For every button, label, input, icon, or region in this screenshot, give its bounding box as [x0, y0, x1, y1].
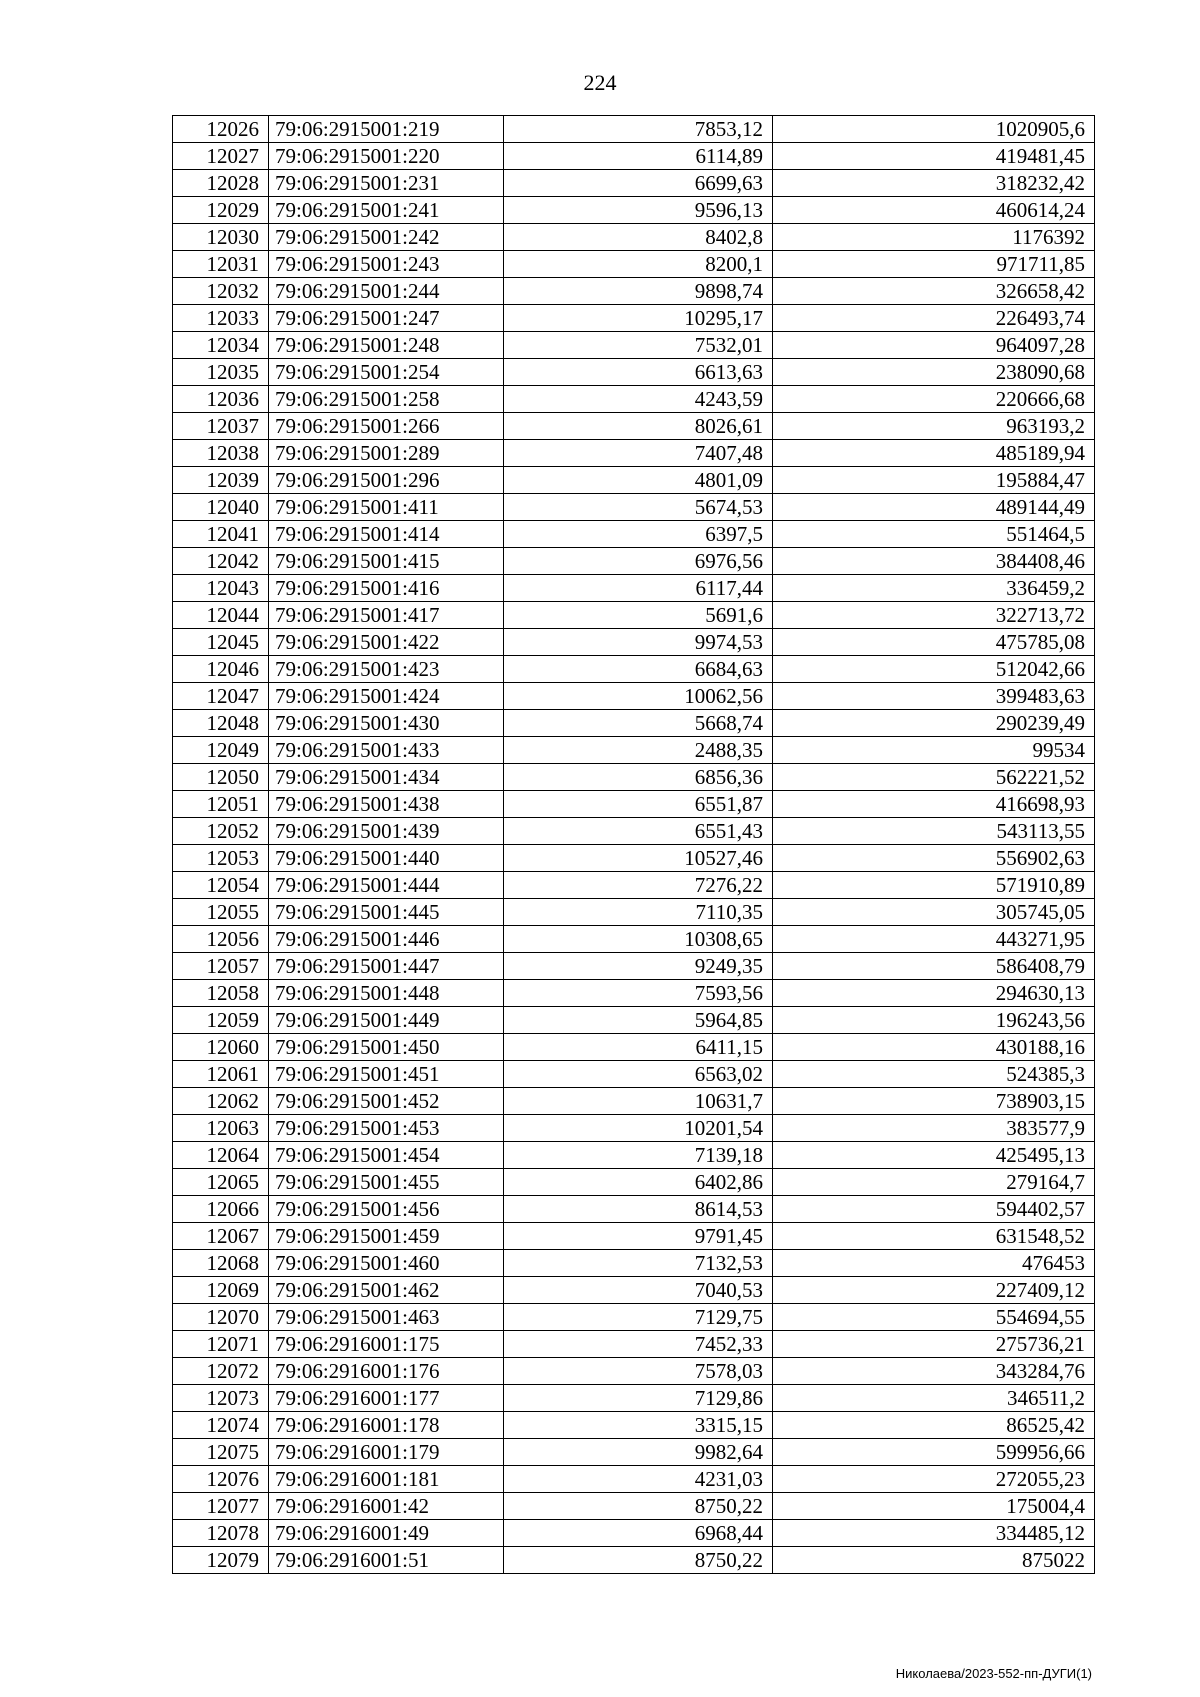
cadastral-number-cell: 79:06:2915001:220	[269, 143, 504, 170]
cadastral-number-cell: 79:06:2915001:449	[269, 1007, 504, 1034]
value-cell: 272055,23	[773, 1466, 1095, 1493]
row-number-cell: 12064	[173, 1142, 269, 1169]
row-number-cell: 12062	[173, 1088, 269, 1115]
table-row	[173, 683, 1095, 710]
table-row	[173, 818, 1095, 845]
area-cell: 10062,56	[504, 683, 773, 710]
cadastral-number-cell: 79:06:2916001:176	[269, 1358, 504, 1385]
row-number-cell: 12074	[173, 1412, 269, 1439]
value-cell: 294630,13	[773, 980, 1095, 1007]
row-number-cell: 12036	[173, 386, 269, 413]
area-cell: 6117,44	[504, 575, 773, 602]
table-row	[173, 251, 1095, 278]
row-number-cell: 12026	[173, 116, 269, 143]
table-row	[173, 521, 1095, 548]
value-cell: 346511,2	[773, 1385, 1095, 1412]
area-cell: 8200,1	[504, 251, 773, 278]
cadastral-number-cell: 79:06:2915001:258	[269, 386, 504, 413]
value-cell: 551464,5	[773, 521, 1095, 548]
area-cell: 10631,7	[504, 1088, 773, 1115]
value-cell: 416698,93	[773, 791, 1095, 818]
table-row	[173, 656, 1095, 683]
table-row	[173, 467, 1095, 494]
area-cell: 6856,36	[504, 764, 773, 791]
cadastral-number-cell: 79:06:2915001:444	[269, 872, 504, 899]
value-cell: 512042,66	[773, 656, 1095, 683]
table-row	[173, 980, 1095, 1007]
cadastral-number-cell: 79:06:2915001:296	[269, 467, 504, 494]
row-number-cell: 12073	[173, 1385, 269, 1412]
table-row	[173, 440, 1095, 467]
value-cell: 326658,42	[773, 278, 1095, 305]
cadastral-number-cell: 79:06:2915001:424	[269, 683, 504, 710]
area-cell: 4801,09	[504, 467, 773, 494]
cadastral-number-cell: 79:06:2915001:452	[269, 1088, 504, 1115]
value-cell: 334485,12	[773, 1520, 1095, 1547]
row-number-cell: 12059	[173, 1007, 269, 1034]
table-row	[173, 1250, 1095, 1277]
value-cell: 971711,85	[773, 251, 1095, 278]
area-cell: 7110,35	[504, 899, 773, 926]
value-cell: 384408,46	[773, 548, 1095, 575]
row-number-cell: 12061	[173, 1061, 269, 1088]
value-cell: 383577,9	[773, 1115, 1095, 1142]
table-row	[173, 1412, 1095, 1439]
value-cell: 195884,47	[773, 467, 1095, 494]
area-cell: 9791,45	[504, 1223, 773, 1250]
cadastral-number-cell: 79:06:2915001:433	[269, 737, 504, 764]
area-cell: 4231,03	[504, 1466, 773, 1493]
row-number-cell: 12068	[173, 1250, 269, 1277]
value-cell: 460614,24	[773, 197, 1095, 224]
row-number-cell: 12038	[173, 440, 269, 467]
area-cell: 7578,03	[504, 1358, 773, 1385]
row-number-cell: 12050	[173, 764, 269, 791]
area-cell: 7129,75	[504, 1304, 773, 1331]
cadastral-number-cell: 79:06:2915001:416	[269, 575, 504, 602]
row-number-cell: 12077	[173, 1493, 269, 1520]
row-number-cell: 12078	[173, 1520, 269, 1547]
table-row	[173, 116, 1095, 143]
area-cell: 9974,53	[504, 629, 773, 656]
table-row	[173, 1061, 1095, 1088]
area-cell: 6563,02	[504, 1061, 773, 1088]
row-number-cell: 12071	[173, 1331, 269, 1358]
row-number-cell: 12065	[173, 1169, 269, 1196]
table-row	[173, 953, 1095, 980]
value-cell: 175004,4	[773, 1493, 1095, 1520]
area-cell: 7276,22	[504, 872, 773, 899]
value-cell: 322713,72	[773, 602, 1095, 629]
value-cell: 599956,66	[773, 1439, 1095, 1466]
cadastral-number-cell: 79:06:2915001:463	[269, 1304, 504, 1331]
value-cell: 86525,42	[773, 1412, 1095, 1439]
value-cell: 571910,89	[773, 872, 1095, 899]
area-cell: 9898,74	[504, 278, 773, 305]
table-row	[173, 1439, 1095, 1466]
cadastral-number-cell: 79:06:2915001:411	[269, 494, 504, 521]
cadastral-number-cell: 79:06:2915001:451	[269, 1061, 504, 1088]
value-cell: 227409,12	[773, 1277, 1095, 1304]
row-number-cell: 12044	[173, 602, 269, 629]
value-cell: 99534	[773, 737, 1095, 764]
area-cell: 6968,44	[504, 1520, 773, 1547]
cadastral-number-cell: 79:06:2915001:448	[269, 980, 504, 1007]
cadastral-number-cell: 79:06:2915001:462	[269, 1277, 504, 1304]
value-cell: 556902,63	[773, 845, 1095, 872]
row-number-cell: 12054	[173, 872, 269, 899]
cadastral-number-cell: 79:06:2915001:453	[269, 1115, 504, 1142]
area-cell: 8402,8	[504, 224, 773, 251]
cadastral-number-cell: 79:06:2916001:177	[269, 1385, 504, 1412]
area-cell: 7593,56	[504, 980, 773, 1007]
area-cell: 8750,22	[504, 1547, 773, 1574]
table-row	[173, 1007, 1095, 1034]
cadastral-number-cell: 79:06:2915001:241	[269, 197, 504, 224]
value-cell: 443271,95	[773, 926, 1095, 953]
area-cell: 7853,12	[504, 116, 773, 143]
row-number-cell: 12043	[173, 575, 269, 602]
table-row	[173, 1331, 1095, 1358]
area-cell: 9249,35	[504, 953, 773, 980]
value-cell: 543113,55	[773, 818, 1095, 845]
area-cell: 5691,6	[504, 602, 773, 629]
table-row	[173, 305, 1095, 332]
table-row	[173, 548, 1095, 575]
row-number-cell: 12028	[173, 170, 269, 197]
table-row	[173, 1196, 1095, 1223]
table-row	[173, 1034, 1095, 1061]
area-cell: 5674,53	[504, 494, 773, 521]
area-cell: 7532,01	[504, 332, 773, 359]
area-cell: 7040,53	[504, 1277, 773, 1304]
cadastral-number-cell: 79:06:2915001:456	[269, 1196, 504, 1223]
value-cell: 963193,2	[773, 413, 1095, 440]
area-cell: 7452,33	[504, 1331, 773, 1358]
row-number-cell: 12070	[173, 1304, 269, 1331]
row-number-cell: 12034	[173, 332, 269, 359]
area-cell: 9596,13	[504, 197, 773, 224]
cadastral-number-cell: 79:06:2915001:447	[269, 953, 504, 980]
area-cell: 6613,63	[504, 359, 773, 386]
area-cell: 6684,63	[504, 656, 773, 683]
area-cell: 6411,15	[504, 1034, 773, 1061]
cadastral-number-cell: 79:06:2915001:417	[269, 602, 504, 629]
row-number-cell: 12042	[173, 548, 269, 575]
area-cell: 9982,64	[504, 1439, 773, 1466]
table-row	[173, 1223, 1095, 1250]
cadastral-number-cell: 79:06:2916001:42	[269, 1493, 504, 1520]
table-row	[173, 1142, 1095, 1169]
table-row	[173, 197, 1095, 224]
table-row	[173, 1358, 1095, 1385]
value-cell: 594402,57	[773, 1196, 1095, 1223]
table-row	[173, 1493, 1095, 1520]
value-cell: 875022	[773, 1547, 1095, 1574]
value-cell: 399483,63	[773, 683, 1095, 710]
row-number-cell: 12033	[173, 305, 269, 332]
cadastral-number-cell: 79:06:2915001:439	[269, 818, 504, 845]
row-number-cell: 12027	[173, 143, 269, 170]
row-number-cell: 12046	[173, 656, 269, 683]
area-cell: 8614,53	[504, 1196, 773, 1223]
row-number-cell: 12075	[173, 1439, 269, 1466]
area-cell: 10527,46	[504, 845, 773, 872]
row-number-cell: 12067	[173, 1223, 269, 1250]
cadastral-number-cell: 79:06:2916001:181	[269, 1466, 504, 1493]
value-cell: 738903,15	[773, 1088, 1095, 1115]
table-row	[173, 278, 1095, 305]
table-row	[173, 386, 1095, 413]
value-cell: 1176392	[773, 224, 1095, 251]
table-row	[173, 1466, 1095, 1493]
area-cell: 8026,61	[504, 413, 773, 440]
page-number: 224	[583, 70, 617, 95]
value-cell: 631548,52	[773, 1223, 1095, 1250]
area-cell: 6402,86	[504, 1169, 773, 1196]
table-row	[173, 359, 1095, 386]
cadastral-number-cell: 79:06:2916001:51	[269, 1547, 504, 1574]
table-row	[173, 1115, 1095, 1142]
value-cell: 336459,2	[773, 575, 1095, 602]
value-cell: 419481,45	[773, 143, 1095, 170]
cadastral-number-cell: 79:06:2915001:454	[269, 1142, 504, 1169]
area-cell: 10308,65	[504, 926, 773, 953]
cadastral-number-cell: 79:06:2915001:248	[269, 332, 504, 359]
row-number-cell: 12056	[173, 926, 269, 953]
row-number-cell: 12066	[173, 1196, 269, 1223]
table-row	[173, 494, 1095, 521]
cadastral-number-cell: 79:06:2915001:266	[269, 413, 504, 440]
cadastral-number-cell: 79:06:2915001:455	[269, 1169, 504, 1196]
area-cell: 6699,63	[504, 170, 773, 197]
value-cell: 562221,52	[773, 764, 1095, 791]
value-cell: 475785,08	[773, 629, 1095, 656]
area-cell: 10295,17	[504, 305, 773, 332]
row-number-cell: 12045	[173, 629, 269, 656]
value-cell: 318232,42	[773, 170, 1095, 197]
area-cell: 4243,59	[504, 386, 773, 413]
row-number-cell: 12052	[173, 818, 269, 845]
value-cell: 1020905,6	[773, 116, 1095, 143]
row-number-cell: 12049	[173, 737, 269, 764]
value-cell: 586408,79	[773, 953, 1095, 980]
cadastral-number-cell: 79:06:2915001:423	[269, 656, 504, 683]
cadastral-number-cell: 79:06:2916001:179	[269, 1439, 504, 1466]
table-row	[173, 791, 1095, 818]
row-number-cell: 12030	[173, 224, 269, 251]
cadastral-number-cell: 79:06:2915001:434	[269, 764, 504, 791]
area-cell: 6976,56	[504, 548, 773, 575]
cadastral-number-cell: 79:06:2915001:459	[269, 1223, 504, 1250]
table-row	[173, 872, 1095, 899]
value-cell: 290239,49	[773, 710, 1095, 737]
value-cell: 430188,16	[773, 1034, 1095, 1061]
cadastral-number-cell: 79:06:2915001:254	[269, 359, 504, 386]
area-cell: 7129,86	[504, 1385, 773, 1412]
row-number-cell: 12053	[173, 845, 269, 872]
row-number-cell: 12076	[173, 1466, 269, 1493]
table-row	[173, 845, 1095, 872]
area-cell: 5668,74	[504, 710, 773, 737]
row-number-cell: 12058	[173, 980, 269, 1007]
row-number-cell: 12039	[173, 467, 269, 494]
cadastral-number-cell: 79:06:2915001:438	[269, 791, 504, 818]
table-row	[173, 575, 1095, 602]
cadastral-number-cell: 79:06:2915001:415	[269, 548, 504, 575]
area-cell: 6397,5	[504, 521, 773, 548]
cadastral-number-cell: 79:06:2915001:450	[269, 1034, 504, 1061]
value-cell: 964097,28	[773, 332, 1095, 359]
area-cell: 8750,22	[504, 1493, 773, 1520]
cadastral-number-cell: 79:06:2915001:244	[269, 278, 504, 305]
area-cell: 2488,35	[504, 737, 773, 764]
value-cell: 554694,55	[773, 1304, 1095, 1331]
table-row	[173, 1304, 1095, 1331]
area-cell: 5964,85	[504, 1007, 773, 1034]
table-row	[173, 413, 1095, 440]
value-cell: 275736,21	[773, 1331, 1095, 1358]
cadastral-number-cell: 79:06:2915001:247	[269, 305, 504, 332]
row-number-cell: 12057	[173, 953, 269, 980]
value-cell: 238090,68	[773, 359, 1095, 386]
cadastral-number-cell: 79:06:2915001:446	[269, 926, 504, 953]
value-cell: 305745,05	[773, 899, 1095, 926]
cadastral-number-cell: 79:06:2915001:422	[269, 629, 504, 656]
area-cell: 6114,89	[504, 143, 773, 170]
area-cell: 3315,15	[504, 1412, 773, 1439]
value-cell: 485189,94	[773, 440, 1095, 467]
cadastral-number-cell: 79:06:2915001:430	[269, 710, 504, 737]
parcel-table-body	[173, 116, 1095, 1574]
value-cell: 524385,3	[773, 1061, 1095, 1088]
value-cell: 343284,76	[773, 1358, 1095, 1385]
value-cell: 226493,74	[773, 305, 1095, 332]
value-cell: 196243,56	[773, 1007, 1095, 1034]
cadastral-number-cell: 79:06:2915001:440	[269, 845, 504, 872]
cadastral-number-cell: 79:06:2916001:178	[269, 1412, 504, 1439]
row-number-cell: 12063	[173, 1115, 269, 1142]
table-row	[173, 1385, 1095, 1412]
row-number-cell: 12047	[173, 683, 269, 710]
value-cell: 425495,13	[773, 1142, 1095, 1169]
table-row	[173, 1520, 1095, 1547]
table-row	[173, 224, 1095, 251]
area-cell: 10201,54	[504, 1115, 773, 1142]
table-row	[173, 710, 1095, 737]
row-number-cell: 12072	[173, 1358, 269, 1385]
table-row	[173, 602, 1095, 629]
row-number-cell: 12051	[173, 791, 269, 818]
area-cell: 7139,18	[504, 1142, 773, 1169]
document-footer-code: Николаева/2023-552-пп-ДУГИ(1)	[895, 1666, 1092, 1681]
cadastral-number-cell: 79:06:2915001:289	[269, 440, 504, 467]
table-row	[173, 1088, 1095, 1115]
cadastral-number-cell: 79:06:2916001:175	[269, 1331, 504, 1358]
value-cell: 476453	[773, 1250, 1095, 1277]
row-number-cell: 12040	[173, 494, 269, 521]
row-number-cell: 12041	[173, 521, 269, 548]
row-number-cell: 12032	[173, 278, 269, 305]
table-row	[173, 629, 1095, 656]
table-row	[173, 170, 1095, 197]
cadastral-number-cell: 79:06:2915001:242	[269, 224, 504, 251]
cadastral-number-cell: 79:06:2915001:219	[269, 116, 504, 143]
row-number-cell: 12055	[173, 899, 269, 926]
area-cell: 6551,87	[504, 791, 773, 818]
table-row	[173, 899, 1095, 926]
parcel-table	[172, 115, 1095, 1574]
area-cell: 7132,53	[504, 1250, 773, 1277]
cadastral-number-cell: 79:06:2916001:49	[269, 1520, 504, 1547]
row-number-cell: 12060	[173, 1034, 269, 1061]
value-cell: 220666,68	[773, 386, 1095, 413]
cadastral-number-cell: 79:06:2915001:460	[269, 1250, 504, 1277]
table-row	[173, 143, 1095, 170]
area-cell: 6551,43	[504, 818, 773, 845]
value-cell: 489144,49	[773, 494, 1095, 521]
table-row	[173, 926, 1095, 953]
value-cell: 279164,7	[773, 1169, 1095, 1196]
area-cell: 7407,48	[504, 440, 773, 467]
row-number-cell: 12035	[173, 359, 269, 386]
table-row	[173, 737, 1095, 764]
cadastral-number-cell: 79:06:2915001:231	[269, 170, 504, 197]
table-row	[173, 332, 1095, 359]
table-row	[173, 764, 1095, 791]
cadastral-number-cell: 79:06:2915001:445	[269, 899, 504, 926]
row-number-cell: 12048	[173, 710, 269, 737]
row-number-cell: 12069	[173, 1277, 269, 1304]
row-number-cell: 12037	[173, 413, 269, 440]
row-number-cell: 12029	[173, 197, 269, 224]
table-row	[173, 1547, 1095, 1574]
cadastral-number-cell: 79:06:2915001:243	[269, 251, 504, 278]
row-number-cell: 12031	[173, 251, 269, 278]
table-row	[173, 1277, 1095, 1304]
table-row	[173, 1169, 1095, 1196]
row-number-cell: 12079	[173, 1547, 269, 1574]
cadastral-number-cell: 79:06:2915001:414	[269, 521, 504, 548]
